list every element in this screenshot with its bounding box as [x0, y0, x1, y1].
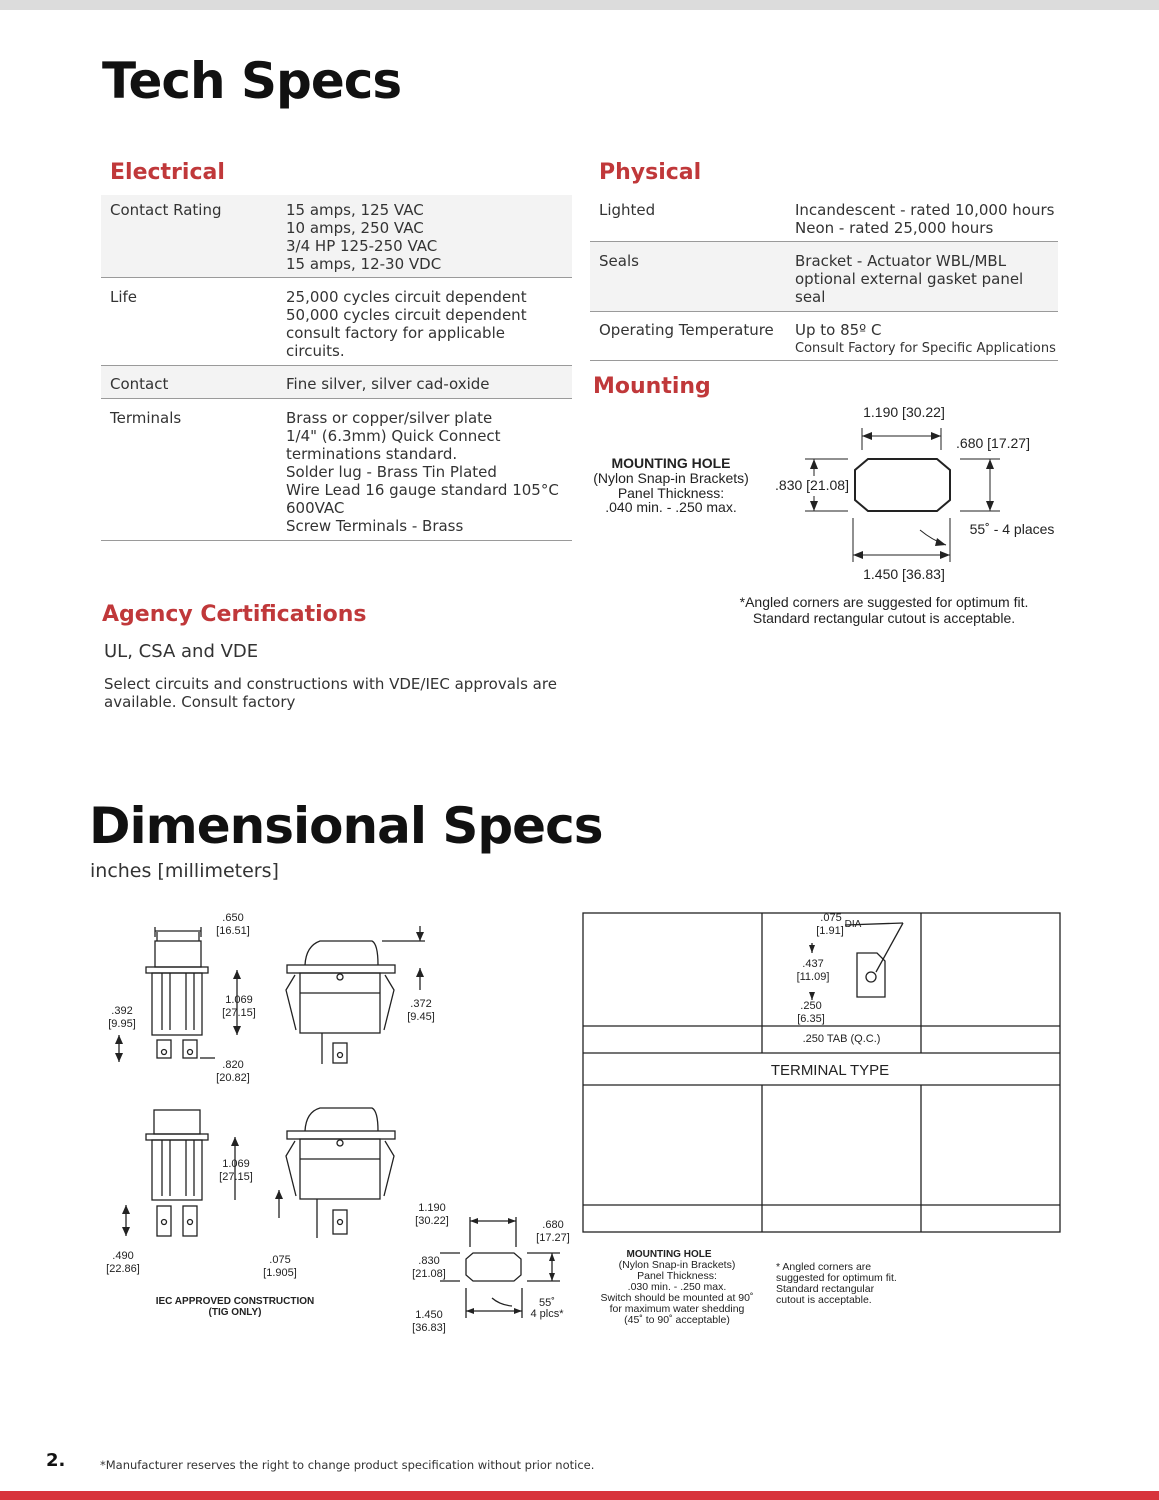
mounting-dim-bottom: 1.450 [36.83] — [863, 566, 945, 582]
mounting-dim-left: .830 [21.08] — [775, 477, 849, 493]
agency-heading: Agency Certifications — [102, 602, 367, 627]
terminal-dia-mm: [1.91] — [816, 925, 844, 937]
spec-label: Contact — [110, 375, 169, 393]
mounting-hole-title: MOUNTING HOLE — [611, 455, 731, 471]
mounting-note: *Angled corners are suggested for optimum fit. Standard rectangular cutout is acceptable. — [739, 594, 1029, 626]
terminal-dia: .075 — [820, 912, 842, 924]
mounting-hole-desc: (Nylon Snap-in Brackets) Panel Thickness: .040 min. - .250 max. — [593, 470, 749, 515]
mounting-dim-top: 1.190 [30.22] — [863, 404, 945, 420]
dimensional-units: inches [millimeters] — [90, 860, 279, 882]
spec-label: Terminals — [110, 409, 182, 427]
spec-label: Lighted — [599, 201, 656, 219]
bottom-bar — [0, 1491, 1159, 1500]
agency-desc: Select circuits and constructions with VDE/IEC approvals are available. Consult factory — [104, 675, 557, 711]
dim-label: 55˚ 4 plcs* — [530, 1297, 564, 1320]
dim-label: .820 [20.82] — [216, 1059, 250, 1084]
dim-label: .830 [21.08] — [412, 1255, 446, 1280]
terminal-length: .437 [11.09] — [796, 958, 830, 983]
tech-specs-title: Tech Specs — [102, 52, 402, 110]
dim-label: .392 [9.95] — [108, 1005, 136, 1030]
small-note: * Angled corners are suggested for optimum fit. Standard rectangular cutout is acceptable. — [776, 1261, 897, 1306]
terminal-type-label: TERMINAL TYPE — [770, 1062, 890, 1079]
mounting-dim-corner: 55˚ - 4 places — [969, 521, 1055, 537]
dim-label: .650 [16.51] — [216, 912, 250, 937]
spec-value: 25,000 cycles circuit dependent 50,000 cycles circuit dependent consult factory for applicable circuits. — [286, 288, 527, 360]
footer-disclaimer: *Manufacturer reserves the right to change product specification without prior notice. — [100, 1458, 595, 1472]
terminal-tab: .250 TAB (Q.C.) — [802, 1033, 881, 1045]
terminal-width: .250 [6.35] — [797, 1000, 825, 1025]
dim-label: 1.069 [27.15] — [219, 1158, 253, 1183]
dim-label: .490 [22.86] — [106, 1250, 140, 1275]
dim-label: .075 [1.905] — [263, 1254, 297, 1279]
spec-value: Brass or copper/silver plate 1/4" (6.3mm) Quick Connect terminations standard. Solder lug - Brass Tin Plated Wire Lead 16 gauge standard 105°C 600VAC Screw Terminals - Brass — [286, 409, 559, 535]
physical-heading: Physical — [599, 160, 702, 185]
dim-label: .680 [17.27] — [536, 1219, 570, 1244]
spec-value: Up to 85º C — [795, 321, 882, 339]
agency-certs: UL, CSA and VDE — [104, 641, 259, 662]
spec-value: Incandescent - rated 10,000 hours Neon - rated 25,000 hours — [795, 201, 1055, 237]
terminal-dia-label: DIA — [844, 919, 862, 930]
dimensional-specs-title: Dimensional Specs — [89, 797, 603, 855]
spec-label: Seals — [599, 252, 639, 270]
electrical-heading: Electrical — [110, 160, 225, 185]
small-hole-desc: (Nylon Snap-in Brackets) Panel Thickness: .030 min. - .250 max. Switch should be mounted at 90˚ for maximum water shedding (45˚ to 90˚ acceptable) — [600, 1259, 754, 1326]
small-hole-title: MOUNTING HOLE — [626, 1249, 712, 1260]
spec-value: Bracket - Actuator WBL/MBL optional external gasket panel seal — [795, 252, 1024, 306]
page-number: 2. — [46, 1450, 66, 1471]
spec-value: Fine silver, silver cad-oxide — [286, 375, 490, 393]
dim-label: 1.450 [36.83] — [412, 1309, 446, 1334]
spec-label: Life — [110, 288, 138, 306]
dim-label: .372 [9.45] — [407, 998, 435, 1023]
spec-value: 15 amps, 125 VAC 10 amps, 250 VAC 3/4 HP 125-250 VAC 15 amps, 12-30 VDC — [286, 201, 442, 273]
spec-note: Consult Factory for Specific Applications — [795, 341, 1056, 356]
dim-label: 1.069 [27.15] — [222, 994, 256, 1019]
dim-label: 1.190 [30.22] — [415, 1202, 449, 1227]
mounting-dim-right: .680 [17.27] — [956, 435, 1030, 451]
spec-label: Operating Temperature — [599, 321, 774, 339]
spec-label: Contact Rating — [110, 201, 222, 219]
iec-label: IEC APPROVED CONSTRUCTION (TIG ONLY) — [155, 1296, 315, 1318]
mounting-heading: Mounting — [593, 374, 711, 399]
